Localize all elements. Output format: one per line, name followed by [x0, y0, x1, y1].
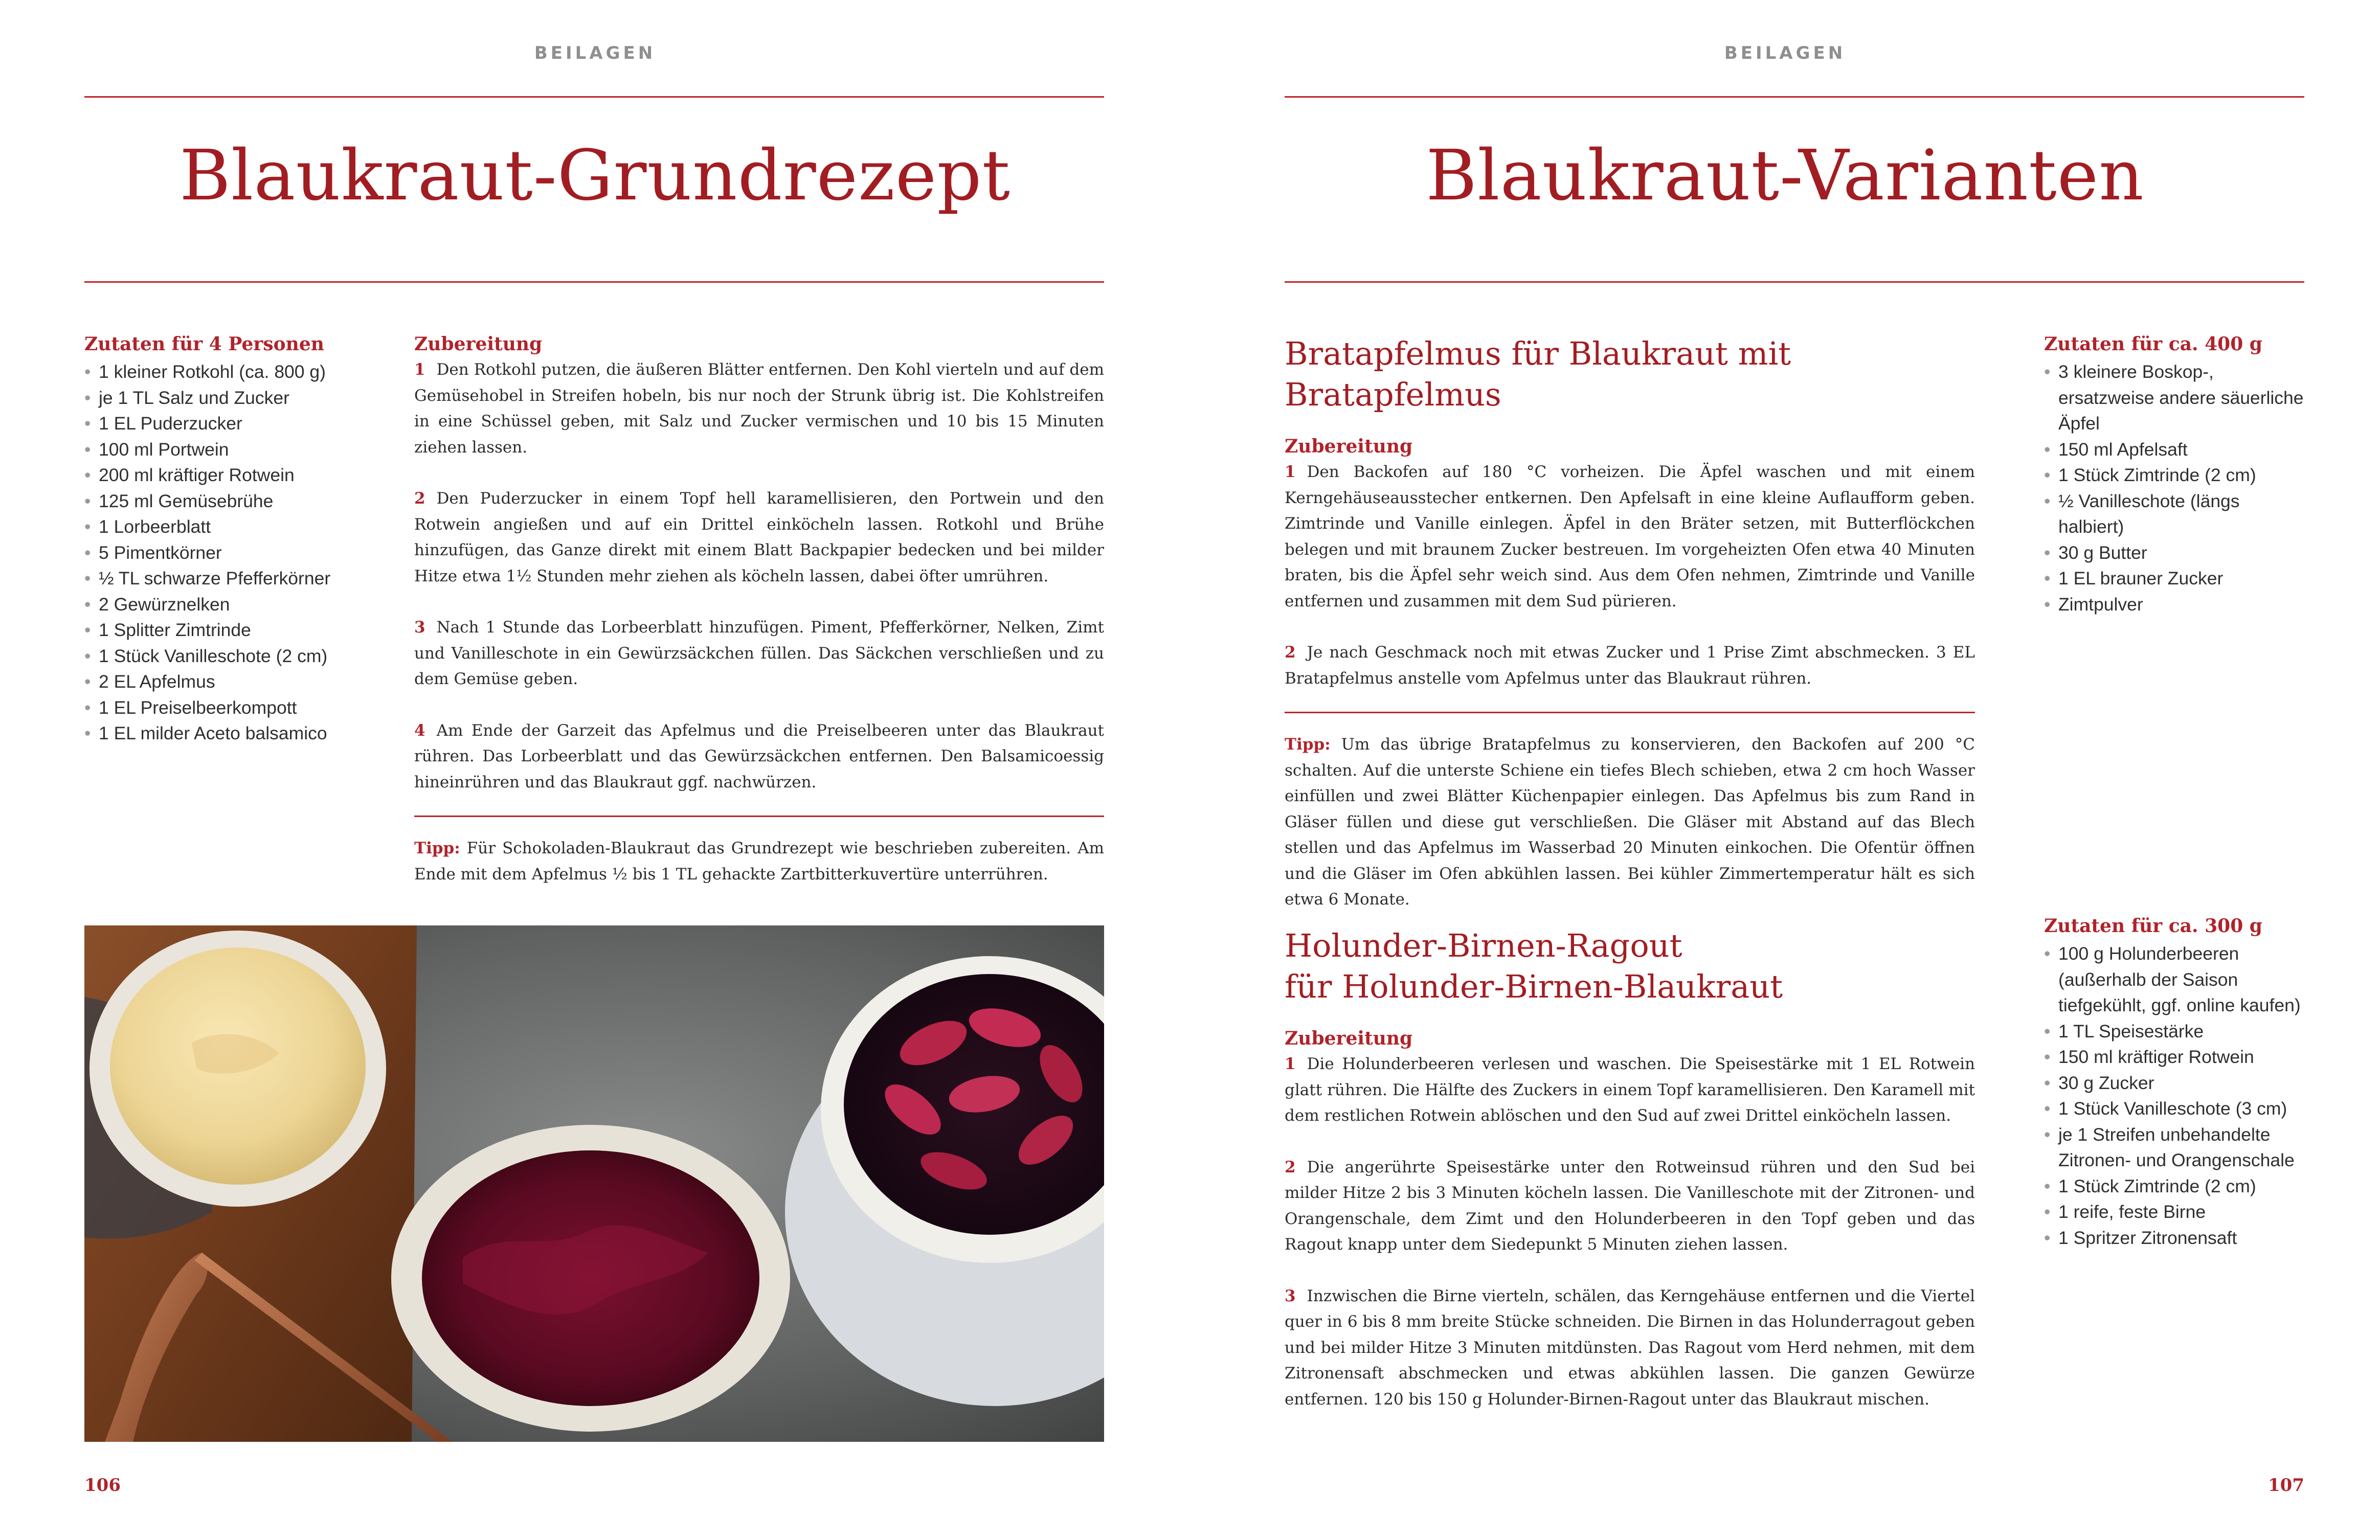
recipe1-column [1285, 333, 1975, 938]
ingredient-item: • 1 EL milder Aceto balsamico [84, 720, 371, 746]
tip-left: Tipp: Für Schokoladen-Blaukraut das Grundrezept wie beschrieben zubereiten. Am Ende mit dem Apfelmus ½ bis 1 TL gehackte Zartbitterkuvertüre unterrühren. [414, 839, 1104, 884]
step-1: 1 Den Rotkohl putzen, die äußeren Blätter entfernen. Den Kohl vierteln und auf dem Gemüsehobel in Streifen hobeln, bis nur noch der Strunk übrig ist. Die Kohlstreifen in eine Schüssel geben, mit Salz und Zucker vermischen und 10 bis 15 Minuten ziehen lassen. [414, 360, 1104, 457]
ingredient-item: • je 1 TL Salz und Zucker [84, 385, 371, 411]
ingredients-heading: Zutaten für 4 Personen [84, 333, 324, 355]
recipe2-preparation-heading: Zubereitung [1285, 1028, 1413, 1049]
running-head-right: BEILAGEN [1724, 43, 1846, 63]
ingredient-item: • 100 ml Portwein [84, 437, 371, 463]
top-rule-right [1285, 96, 2304, 98]
step-4: 4 Am Ende der Garzeit das Apfelmus und die Preiselbeeren unter das Blaukraut rühren. Das Lorbeerblatt und das Gewürzsäckchen entfernen. Den Balsamicoessig hineinrühren und das Blaukraut ggf. nachwürzen. [414, 721, 1104, 791]
ingredient-item: • 2 Gewürznelken [84, 592, 371, 618]
recipe2-title-line2: für Holunder-Birnen-Blaukraut [1285, 968, 1783, 1005]
recipe2-column [1285, 925, 1975, 1438]
ingredient-item: • 1 Spritzer Zitronensaft [2044, 1225, 2310, 1251]
food-photo-illustration [84, 925, 1104, 1442]
recipe1-ingredients-list [2044, 359, 2310, 617]
ingredient-item: • 125 ml Gemüsebrühe [84, 488, 371, 514]
ingredient-item: • 30 g Butter [2044, 540, 2310, 566]
recipe2-step-1: 1 Die Holunderbeeren verlesen und waschen. Die Speisestärke mit 1 EL Rotwein glatt rühren. Die Hälfte des Zuckers in einem Topf karamellisieren. Den Karamell mit dem restlichen Rotwein ablöschen und den Sud auf zwei Drittel einköcheln lassen. [1285, 1055, 1975, 1125]
title-rule-right [1285, 281, 2304, 283]
ingredient-item: • 1 kleiner Rotkohl (ca. 800 g) [84, 359, 371, 385]
ingredient-item: • 150 ml kräftiger Rotwein [2044, 1044, 2310, 1070]
recipe2-title-line1: Holunder-Birnen-Ragout [1285, 927, 1682, 964]
page-title-left: Blaukraut-Grundrezept [179, 135, 1011, 216]
right-page [1190, 0, 2380, 1540]
ingredient-item: • 200 ml kräftiger Rotwein [84, 462, 371, 488]
ingredient-item: • 1 TL Speisestärke [2044, 1018, 2310, 1045]
step-2: 2 Den Puderzucker in einem Topf hell karamellisieren, den Portwein und den Rotwein angießen und auf ein Drittel einköcheln lassen. Rotkohl und Brühe hinzufügen, das Ganze direkt mit einem Blatt Backpapier bedecken und bei milder Hitze etwa 1½ Stunden mehr ziehen als köcheln lassen, dabei öfter umrühren. [414, 489, 1104, 585]
recipe2-title [1285, 925, 1975, 1007]
page-number-right: 107 [2268, 1475, 2304, 1496]
recipe1-ingredients-heading: Zutaten für ca. 400 g [2044, 333, 2262, 355]
recipe2-ingredients-heading: Zutaten für ca. 300 g [2044, 915, 2262, 937]
recipe2-ingredients-list [2044, 941, 2310, 1251]
step-3: 3 Nach 1 Stunde das Lorbeerblatt hinzufügen. Piment, Pfefferkörner, Nelken, Zimt und Vanilleschote in ein Gewürzsäckchen füllen. Das Säckchen verschließen und zu dem Gemüse geben. [414, 618, 1104, 688]
recipe2-ingredients-column [2044, 915, 2310, 1251]
ingredient-item: • 100 g Holunderbeeren (außerhalb der Saison tiefgekühlt, ggf. online kaufen) [2044, 941, 2310, 1018]
ingredient-item: • 1 Stück Zimtrinde (2 cm) [2044, 462, 2310, 488]
tip-rule-left [414, 816, 1104, 817]
ingredient-item: • 30 g Zucker [2044, 1070, 2310, 1096]
tip-rule-right [1285, 712, 1975, 713]
ingredient-item: • 1 Lorbeerblatt [84, 514, 371, 540]
ingredient-item: • 1 EL brauner Zucker [2044, 565, 2310, 592]
ingredients-column-left [84, 333, 371, 746]
recipe1-ingredients-column [2044, 333, 2310, 617]
recipe1-title: Bratapfelmus für Blaukraut mit Bratapfelmus [1285, 335, 1791, 413]
ingredient-item: • 1 Splitter Zimtrinde [84, 617, 371, 643]
page-title-right: Blaukraut-Varianten [1426, 135, 2144, 216]
ingredient-item: • 1 reife, feste Birne [2044, 1199, 2310, 1225]
ingredient-item: • 1 EL Puderzucker [84, 411, 371, 437]
ingredient-item: • je 1 Streifen unbehandelte Zitronen- und Orangenschale [2044, 1122, 2310, 1173]
ingredient-item: • 1 Stück Zimtrinde (2 cm) [2044, 1173, 2310, 1199]
page-number-left: 106 [84, 1475, 121, 1496]
title-rule-left [84, 281, 1104, 283]
recipe2-step-3: 3 Inzwischen die Birne vierteln, schälen, das Kerngehäuse entfernen und die Viertel quer in 6 bis 8 mm breite Stücke schneiden. Die Birnen in das Holunderragout geben und bei milder Hitze 3 Minuten mitdünsten. Das Ragout vom Herd nehmen, mit dem Zitronensaft abschmecken und etwas abkühlen lassen. Die ganzen Gewürze entfernen. 120 bis 150 g Holunder-Birnen-Ragout unter das Blaukraut mischen. [1285, 1286, 1975, 1409]
ingredient-item: • 3 kleinere Boskop-, ersatzweise andere säuerliche Äpfel [2044, 359, 2310, 437]
preparation-heading: Zubereitung [414, 333, 543, 355]
ingredient-item: • ½ TL schwarze Pfefferkörner [84, 565, 371, 592]
food-photo [84, 925, 1104, 1442]
recipe1-preparation-heading: Zubereitung [1285, 436, 1413, 457]
ingredient-item: • 1 Stück Vanilleschote (2 cm) [84, 643, 371, 669]
top-rule-left [84, 96, 1104, 98]
ingredient-item: • 150 ml Apfelsaft [2044, 437, 2310, 463]
ingredient-item: • 1 Stück Vanilleschote (3 cm) [2044, 1096, 2310, 1122]
recipe1-step-2: 2 Je nach Geschmack noch mit etwas Zucker und 1 Prise Zimt abschmecken. 3 EL Bratapfelmus anstelle vom Apfelmus unter das Blaukraut rühren. [1285, 643, 1975, 688]
recipe2-step-2: 2 Die angerührte Speisestärke unter den Rotweinsud rühren und den Sud bei milder Hitze 2 bis 3 Minuten köcheln lassen. Die Vanilleschote mit der Zitronen- und Orangenschale, dem Zimt und den Holunderbeeren in den Topf geben und das Ragout knapp unter dem Siedepunkt 5 Minuten ziehen lassen. [1285, 1158, 1975, 1254]
ingredient-item: • 1 EL Preiselbeerkompott [84, 695, 371, 721]
recipe1-step-1: 1 Den Backofen auf 180 °C vorheizen. Die Äpfel waschen und mit einem Kerngehäuseausstecher entkernen. Den Apfelsaft in eine kleine Auflaufform geben. Zimtrinde und Vanille einlegen. Äpfel in den Bräter setzen, mit Butterflöckchen belegen und mit braunem Zucker bestreuen. Im vorgeheizten Ofen etwa 40 Minuten braten, bis die Äpfel sehr weich sind. Aus dem Ofen nehmen, Zimtrinde und Vanille entfernen und zusammen mit dem Sud pürieren. [1285, 463, 1975, 610]
ingredient-item: • 5 Pimentkörner [84, 540, 371, 566]
preparation-column-left [414, 333, 1104, 913]
recipe1-tip: Tipp: Um das übrige Bratapfelmus zu konservieren, den Backofen auf 200 °C schalten. Auf die unterste Schiene ein tiefes Blech schieben, etwa 2 cm hoch Wasser einfüllen und zwei Blätter Küchenpapier einlegen. Das Apfelmus bis zum Rand in Gläser füllen und diese gut verschließen. Die Gläser mit Abstand auf das Blech stellen und das Apfelmus im Wasserbad 20 Minuten einkochen. Die Ofentür öffnen und die Gläser im Ofen abkühlen lassen. Bei kühler Zimmertemperatur hält es sich etwa 6 Monate. [1285, 735, 1975, 909]
ingredient-item: • 2 EL Apfelmus [84, 669, 371, 695]
ingredient-item: • Zimtpulver [2044, 592, 2310, 618]
ingredients-list [84, 359, 371, 746]
ingredient-item: • ½ Vanilleschote (längs halbiert) [2044, 488, 2310, 540]
running-head-left: BEILAGEN [534, 43, 656, 63]
